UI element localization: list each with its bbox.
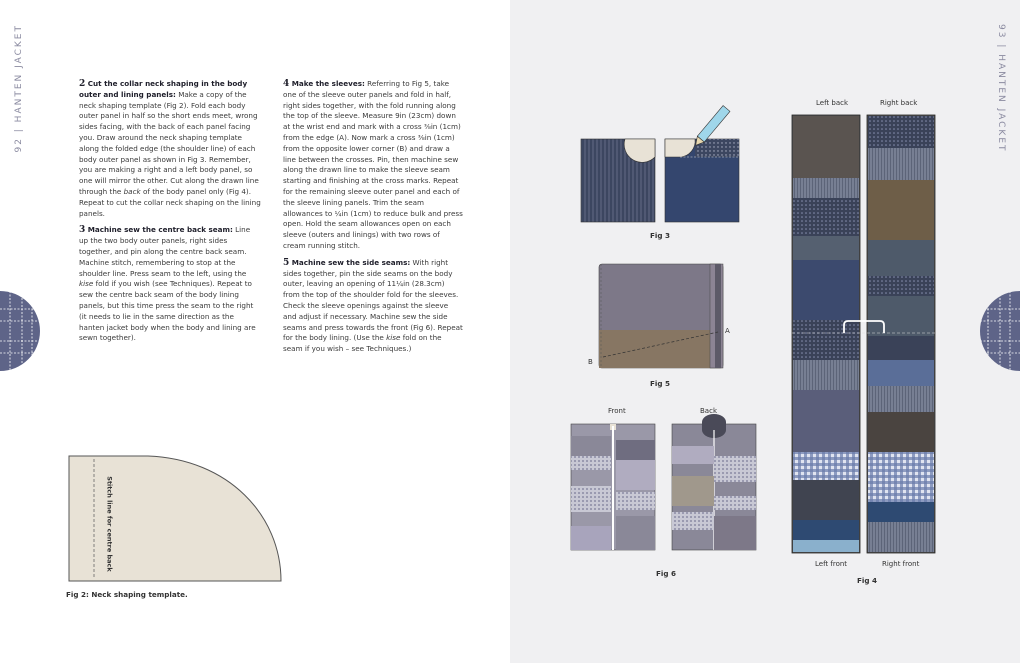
plaid-half-circle-left <box>0 291 40 371</box>
text-column-1 <box>79 79 261 350</box>
step-3: 3 Machine sew the centre back seam: Line up the two body outer panels, right sides together, and pin along the centre back seam. Machine stitch, remembering to stop at the shoulder line. Press seam to the left, using the kise fold if you wish (see Techniques). Repeat to sew the centre back seam of the body lining panels, but this time press the seam to the right (it needs to lie in the same direction as the hanten jacket body when the body and lining are sewn together). <box>79 225 256 343</box>
text-column-2 <box>283 79 463 361</box>
fig5-label-a: A <box>725 327 730 335</box>
fig6-caption: Fig 6 <box>656 569 677 578</box>
plaid-half-circle-right <box>980 291 1020 371</box>
left-page-number: 92 <box>14 137 24 153</box>
fig4-left-back-label: Left back <box>816 99 849 107</box>
fig6-illustration <box>570 416 760 546</box>
stitch-line-label: Stitch line for centre back <box>105 476 114 572</box>
fig3-illustration <box>580 105 745 215</box>
right-page <box>510 0 1020 663</box>
right-running-head: 93 | HANTEN JACKET <box>996 24 1006 153</box>
fig4-right-front-label: Right front <box>882 560 920 568</box>
right-page-number: 93 <box>996 24 1006 40</box>
neck-shaping-template <box>68 455 283 583</box>
left-running-head-text: HANTEN JACKET <box>14 24 24 123</box>
fig6-front-label: Front <box>608 407 626 415</box>
step-4: 4 Make the sleeves: Referring to Fig 5, take one of the sleeve outer panels and fold in half, right sides together, with the fold running along the top of the sleeve. Measure 9in (23cm) down at the wrist end and mark with a cross ⅜in (1cm) from the edge (A). Now mark a cross ⅜in (1cm) from the opposite lower corner (B) and draw a line between the crosses. Pin, then machine sew along the drawn line to make the sleeve seam starting and finishing at the cross marks. Repeat for the remaining sleeve outer panel and each of the sleeve lining panels. Trim the seam allowances to ¼in (1cm) to reduce bulk and press open. Hold the seam allowances open on each sleeve (outers and linings) with two rows of cream running stitch. <box>283 79 463 250</box>
fig2-caption: Fig 2: Neck shaping template. <box>66 590 188 599</box>
step-5: 5 Machine sew the side seams: With right sides together, pin the side seams on the body outer, leaving an opening of 11¼in (28.3cm) from the top of the shoulder fold for the sleeves. Check the sleeve openings against the sleeve and adjust if necessary. Machine sew the side seams and press towards the front (Fig 6). Repeat for the body lining. (Use the kise fold on the seam if you wish – see Techniques.) <box>283 257 463 354</box>
step-2: 2 Cut the collar neck shaping in the body outer and lining panels: Make a copy of the neck shaping template (Fig 2). Fold each body outer panel in half so the short ends meet, wrong sides facing, with the back of each panel facing you. Draw around the neck shaping template along the folded edge (the shoulder line) of each body outer panel as shown in Fig 3. Remember, you are making a right and a left body panel, so one will mirror the other. Cut along the drawn line through the back of the body panel only (Fig 4). Repeat to cut the collar neck shaping on the lining panels. <box>79 79 261 218</box>
fig4-right-back-label: Right back <box>880 99 918 107</box>
fig4-caption: Fig 4 <box>857 576 878 585</box>
fig4-left-front-label: Left front <box>815 560 848 568</box>
fig3-caption: Fig 3 <box>650 231 671 240</box>
left-running-head: 92 | HANTEN JACKET <box>14 24 24 153</box>
fig4-illustration <box>792 115 942 555</box>
fig6-back-label: Back <box>700 407 717 415</box>
fig5-illustration <box>598 262 733 372</box>
fig5-caption: Fig 5 <box>650 379 671 388</box>
right-running-head-text: HANTEN JACKET <box>996 54 1006 153</box>
fig5-label-b: B <box>588 358 593 366</box>
